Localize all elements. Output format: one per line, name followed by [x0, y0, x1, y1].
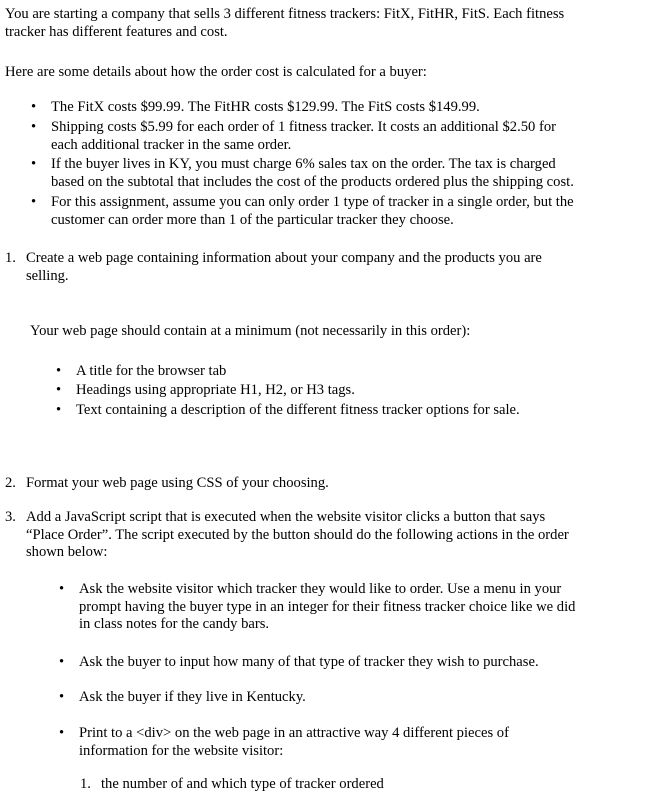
task-number: 3. — [5, 509, 16, 525]
list-item-text: A title for the browser tab — [76, 363, 227, 379]
task-number: 1. — [5, 250, 16, 266]
intro-line: tracker has different features and cost. — [5, 23, 228, 40]
list-item-text: Shipping costs $5.99 for each order of 1 fitness tracker. It costs an additional $2.50 for each additional tracker in the same order. — [51, 119, 556, 153]
intro-line: You are starting a company that sells 3 different fitness trackers: FitX, FitHR, FitS. Each fitness — [5, 6, 565, 22]
task-text: Format your web page using CSS of your choosing. — [26, 475, 329, 491]
bullet-icon: • — [31, 194, 37, 210]
intro-paragraph — [5, 6, 635, 41]
list-item-text: Ask the buyer if they live in Kentucky. — [79, 689, 306, 705]
task-text: Add a JavaScript script that is executed when the website visitor clicks a button that says “Place Order”. The script executed by the button should do the following actions in the order shown below: — [26, 509, 569, 561]
bullet-icon: • — [31, 99, 37, 115]
bullet-icon: • — [59, 654, 65, 670]
bullet-icon: • — [59, 581, 65, 597]
list-item-text: The FitX costs $99.99. The FitHR costs $129.99. The FitS costs $149.99. — [51, 99, 480, 115]
list-item-text: Print to a <div> on the web page in an attractive way 4 different pieces of information for the website visitor: — [79, 725, 509, 759]
details-heading: Here are some details about how the order cost is calculated for a buyer: — [5, 64, 427, 80]
bullet-icon: • — [59, 725, 65, 741]
bullet-icon: • — [59, 689, 65, 705]
sub-item-number: 1. — [80, 776, 91, 792]
bullet-icon: • — [31, 119, 37, 135]
bullet-icon: • — [56, 363, 62, 379]
bullet-icon: • — [56, 402, 62, 418]
task-text: Create a web page containing information about your company and the products you are selling. — [26, 250, 542, 284]
list-item-text: Text containing a description of the different fitness tracker options for sale. — [76, 402, 520, 418]
list-item-text: Ask the website visitor which tracker they would like to order. Use a menu in your prompt having the buyer type in an integer for their fitness tracker choice like we did in class notes for the candy bars. — [79, 581, 576, 633]
task-number: 2. — [5, 475, 16, 491]
minimum-note: Your web page should contain at a minimum (not necessarily in this order): — [30, 323, 471, 339]
bullet-icon: • — [31, 156, 37, 172]
list-item-text: Ask the buyer to input how many of that type of tracker they wish to purchase. — [79, 654, 539, 670]
bullet-icon: • — [56, 382, 62, 398]
sub-item-text: the number of and which type of tracker ordered — [101, 776, 384, 792]
list-item-text: Headings using appropriate H1, H2, or H3 tags. — [76, 382, 355, 398]
list-item-text: If the buyer lives in KY, you must charge 6% sales tax on the order. The tax is charged based on the subtotal that includes the cost of the products ordered plus the shipping cost. — [51, 156, 574, 190]
list-item-text: For this assignment, assume you can only order 1 type of tracker in a single order, but the customer can order more than 1 of the particular tracker they choose. — [51, 194, 574, 228]
